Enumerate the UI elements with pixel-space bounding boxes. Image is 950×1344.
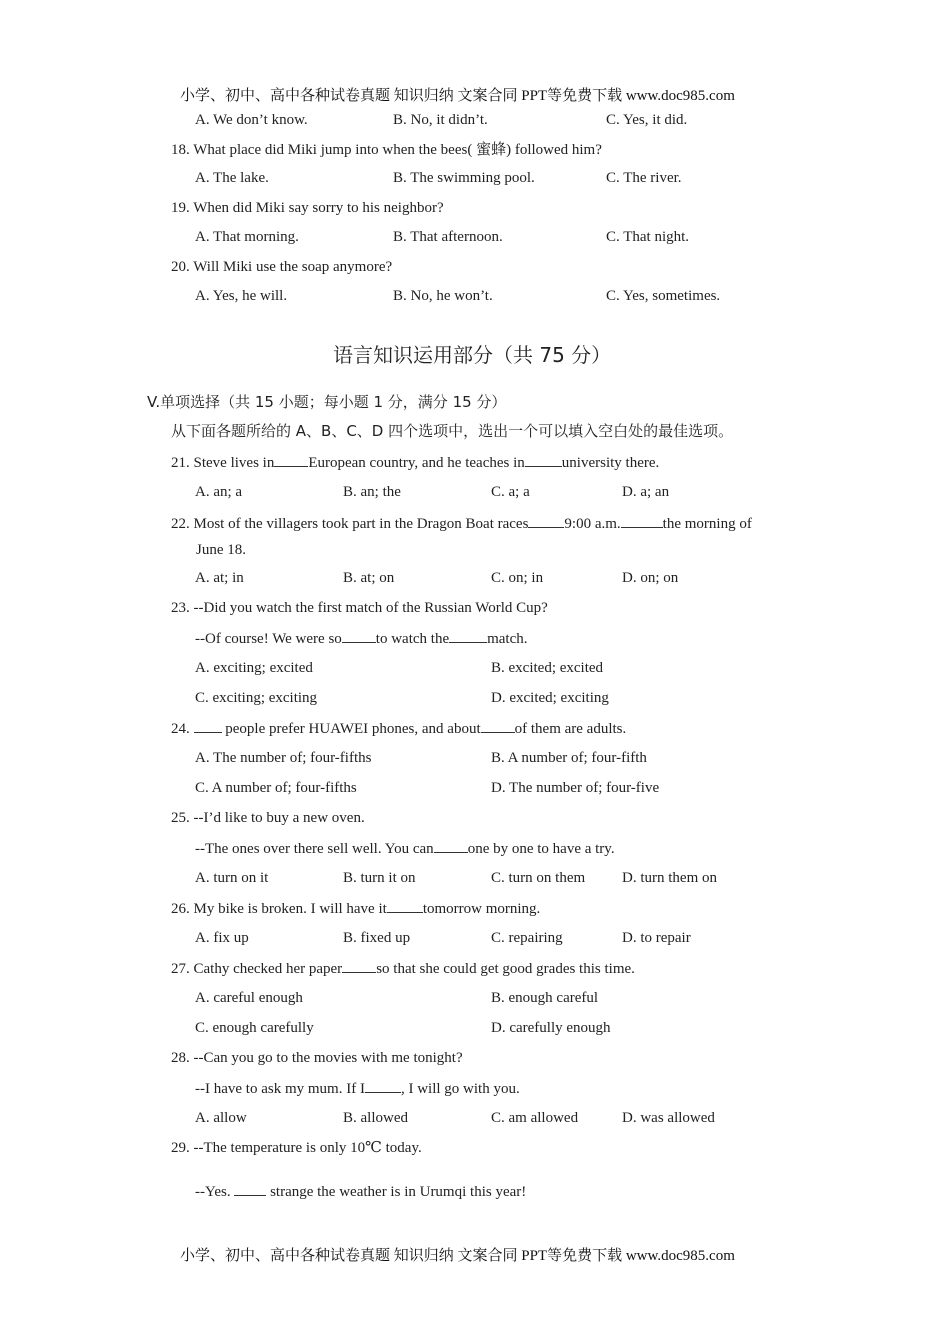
- q17-option-c: C. Yes, it did.: [606, 112, 688, 128]
- q17-option-b: B. No, it didn’t.: [393, 112, 488, 128]
- q24-option-c: C. A number of; four-fifths: [195, 780, 357, 796]
- q23-option-d: D. excited; exciting: [491, 690, 609, 706]
- q27-option-a: A. careful enough: [195, 990, 303, 1006]
- q27-stem: 27. Cathy checked her paper so that she could get good grades this time.: [171, 958, 635, 979]
- q23-option-b: B. excited; excited: [491, 660, 604, 676]
- section-title: 语言知识运用部分（共 75 分）: [333, 343, 612, 367]
- q25-option-b: B. turn it on: [343, 870, 416, 886]
- blank: [365, 1078, 401, 1093]
- q26-option-d: D. to repair: [622, 930, 691, 946]
- q25-response: --The ones over there sell well. You can one by one to have a try.: [195, 838, 615, 859]
- blank: [387, 898, 423, 913]
- q25-option-d: D. turn them on: [622, 870, 717, 886]
- q20-stem: 20. Will Miki use the soap anymore?: [171, 259, 393, 275]
- q27-option-c: C. enough carefully: [195, 1020, 314, 1036]
- q29-response: --Yes. strange the weather is in Urumqi this year!: [195, 1167, 526, 1202]
- blank: [194, 718, 222, 733]
- q22-stem-continued: June 18.: [196, 542, 246, 558]
- q21-option-b: B. an; the: [343, 484, 401, 500]
- q21-option-c: C. a; a: [491, 484, 530, 500]
- q27-option-b: B. enough careful: [491, 990, 599, 1006]
- blank: [528, 513, 564, 528]
- q25-option-a: A. turn on it: [195, 870, 269, 886]
- q26-option-a: A. fix up: [195, 930, 249, 946]
- blank: [342, 628, 376, 643]
- q27-option-d: D. carefully enough: [491, 1020, 611, 1036]
- q18-stem: 18. What place did Miki jump into when the bees( 蜜蜂) followed him?: [171, 142, 602, 158]
- q23-stem: 23. --Did you watch the first match of the Russian World Cup?: [171, 600, 548, 616]
- q22-option-b: B. at; on: [343, 570, 395, 586]
- q18-option-a: A. The lake.: [195, 170, 269, 186]
- q19-stem: 19. When did Miki say sorry to his neighbor?: [171, 200, 444, 216]
- q26-stem: 26. My bike is broken. I will have it tomorrow morning.: [171, 898, 540, 919]
- q22-option-a: A. at; in: [195, 570, 244, 586]
- q22-stem: 22. Most of the villagers took part in the Dragon Boat races 9:00 a.m. the morning of: [171, 513, 752, 534]
- part5-instructions: 从下面各题所给的 A、B、C、D 四个选项中，选出一个可以填入空白处的最佳选项。: [171, 422, 734, 440]
- blank: [449, 628, 487, 643]
- q21-option-a: A. an; a: [195, 484, 243, 500]
- blank: [434, 838, 468, 853]
- q24-option-d: D. The number of; four-five: [491, 780, 660, 796]
- blank: [234, 1167, 266, 1196]
- q28-option-b: B. allowed: [343, 1110, 408, 1126]
- q22-option-d: D. on; on: [622, 570, 679, 586]
- q24-option-b: B. A number of; four-fifth: [491, 750, 647, 766]
- page-footer: 小学、初中、高中各种试卷真题 知识归纳 文案合同 PPT等免费下载 www.doc985.com: [180, 1248, 735, 1264]
- q23-option-a: A. exciting; excited: [195, 660, 313, 676]
- q23-option-c: C. exciting; exciting: [195, 690, 318, 706]
- q19-option-b: B. That afternoon.: [393, 229, 503, 245]
- blank: [525, 452, 562, 467]
- q20-option-b: B. No, he won’t.: [393, 288, 493, 304]
- q20-option-c: C. Yes, sometimes.: [606, 288, 721, 304]
- q20-option-a: A. Yes, he will.: [195, 288, 288, 304]
- q25-option-c: C. turn on them: [491, 870, 586, 886]
- q17-option-a: A. We don’t know.: [195, 112, 308, 128]
- q18-option-c: C. The river.: [606, 170, 682, 186]
- q28-stem: 28. --Can you go to the movies with me tonight?: [171, 1050, 463, 1066]
- q24-stem: 24. people prefer HUAWEI phones, and about of them are adults.: [171, 718, 626, 739]
- blank: [342, 958, 376, 973]
- q28-option-c: C. am allowed: [491, 1110, 579, 1126]
- q26-option-b: B. fixed up: [343, 930, 411, 946]
- q25-stem: 25. --I’d like to buy a new oven.: [171, 810, 365, 826]
- blank: [621, 513, 663, 528]
- q21-option-d: D. a; an: [622, 484, 670, 500]
- q18-option-b: B. The swimming pool.: [393, 170, 535, 186]
- q29-stem: 29. --The temperature is only 10℃ today.: [171, 1140, 422, 1156]
- blank: [481, 718, 515, 733]
- q26-option-c: C. repairing: [491, 930, 563, 946]
- part5-title: V.单项选择（共 15 小题；每小题 1 分，满分 15 分）: [147, 393, 507, 411]
- page-header: 小学、初中、高中各种试卷真题 知识归纳 文案合同 PPT等免费下载 www.doc985.com: [180, 88, 735, 104]
- q21-stem: 21. Steve lives in European country, and he teaches in university there.: [171, 452, 659, 473]
- blank: [274, 452, 308, 467]
- q19-option-a: A. That morning.: [195, 229, 299, 245]
- q23-response: --Of course! We were so to watch the match.: [195, 628, 528, 649]
- q28-option-d: D. was allowed: [622, 1110, 715, 1126]
- q28-option-a: A. allow: [195, 1110, 247, 1126]
- q22-option-c: C. on; in: [491, 570, 544, 586]
- q24-option-a: A. The number of; four-fifths: [195, 750, 372, 766]
- q19-option-c: C. That night.: [606, 229, 690, 245]
- q28-response: --I have to ask my mum. If I , I will go with you.: [195, 1078, 520, 1099]
